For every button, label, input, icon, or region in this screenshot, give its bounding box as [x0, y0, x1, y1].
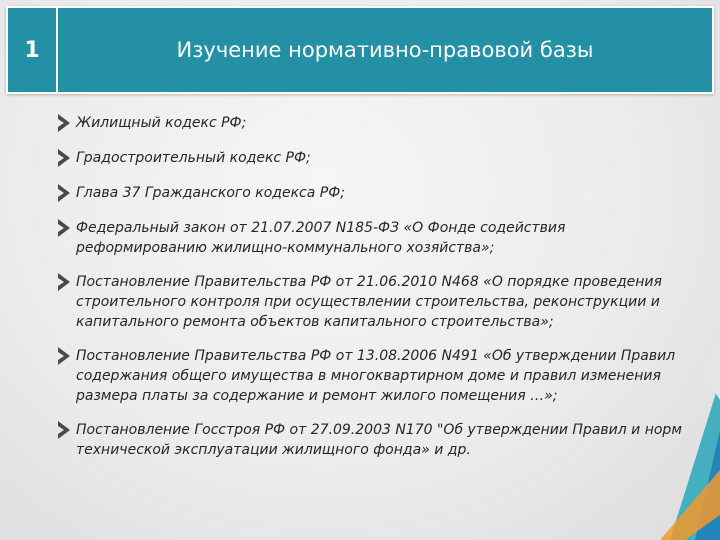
list-item-text: Постановление Правительства РФ от 13.08.2006 N491 «Об утверждении Правил содержания общего имущества в многоквартирном доме и правил изменения размера платы за содержание и ремонт жилого помещения …»;	[76, 348, 676, 404]
slide-title: Изучение нормативно-правовой базы	[176, 38, 594, 62]
list-item	[60, 272, 710, 332]
list-item-text: Постановление Правительства РФ от 21.06.2010 N468 «О порядке проведения строительного контроля при осуществлении строительства, реконструкции и капитального ремонта объектов капитального строительства»;	[76, 274, 662, 330]
list-item	[60, 148, 710, 168]
list-item-text: Жилищный кодекс РФ;	[76, 115, 247, 131]
slide-header	[6, 6, 714, 94]
list-item	[60, 218, 636, 258]
arrow-bullet-icon	[58, 114, 70, 132]
list-item	[60, 113, 710, 133]
slide-number: 1	[24, 37, 40, 63]
list-item-text: Глава 37 Гражданского кодекса РФ;	[76, 185, 345, 201]
list-item-text: Градостроительный кодекс РФ;	[76, 150, 311, 166]
arrow-bullet-icon	[58, 184, 70, 202]
arrow-bullet-icon	[58, 149, 70, 167]
list-item-text: Постановление Госстроя РФ от 27.09.2003 N170 "Об утверждении Правил и норм технической эксплуатации жилищного фонда» и др.	[76, 422, 682, 458]
decorative-corner-graphic	[600, 340, 720, 540]
list-item-text: Федеральный закон от 21.07.2007 N185-ФЗ «О Фонде содействия реформированию жилищно-коммунального хозяйства»;	[76, 220, 566, 256]
arrow-bullet-icon	[58, 219, 70, 237]
arrow-bullet-icon	[58, 421, 70, 439]
list-item	[60, 183, 710, 203]
arrow-bullet-icon	[58, 273, 70, 291]
arrow-bullet-icon	[58, 347, 70, 365]
